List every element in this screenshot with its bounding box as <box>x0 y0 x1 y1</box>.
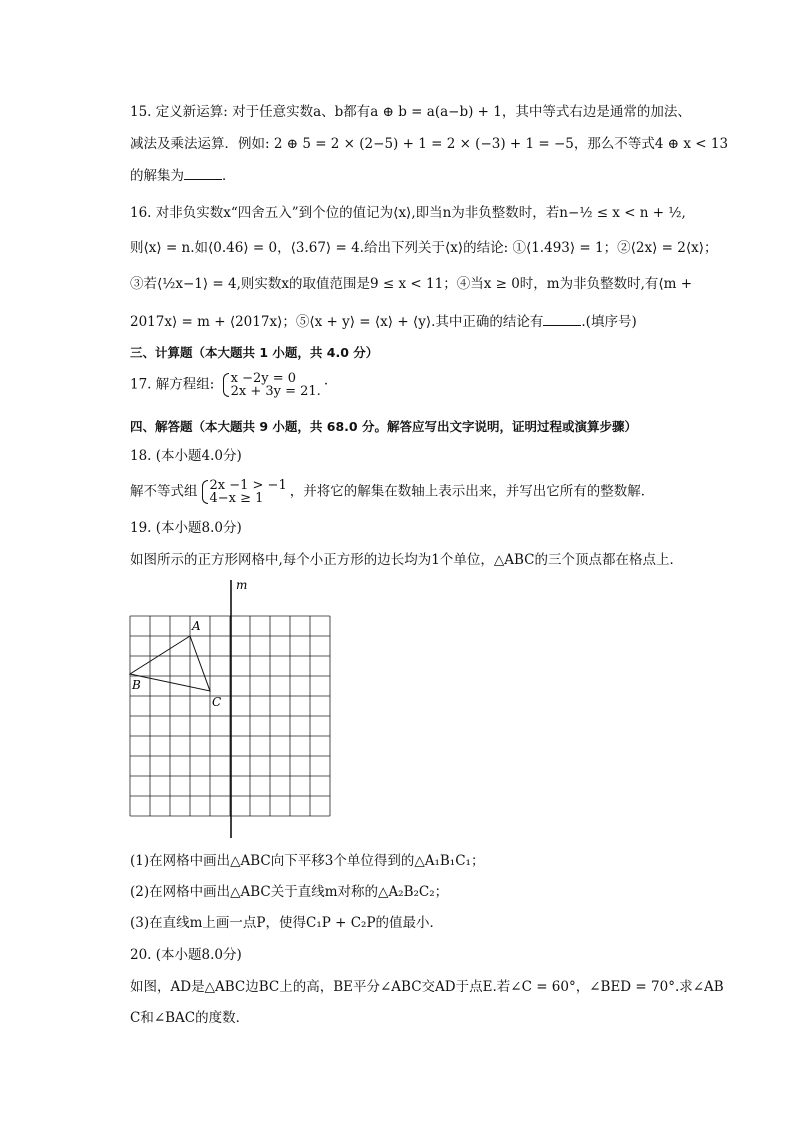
q16-line-2: 则⟨x⟩ = n.如⟨0.46⟩ = 0，⟨3.67⟩ = 4.给出下列关于⟨x⟩的结论: ①⟨1.493⟩ = 1；②⟨2x⟩ = 2⟨x⟩； <box>130 240 718 256</box>
q18-head: 18. (本小题4.0分) <box>130 448 242 464</box>
q17-suffix: · <box>323 376 329 393</box>
grid-figure <box>125 578 340 840</box>
q19-part-1: (1)在网格中画出△ABC向下平移3个单位得到的△A₁B₁C₁； <box>130 853 485 869</box>
q15-text: 的解集为 <box>130 168 184 184</box>
q20-line-1: 如图，AD是△ABC边BC上的高，BE平分∠ABC交AD于点E.若∠C = 60°，∠BED = 70°.求∠AB <box>130 979 724 995</box>
q15-line-3 <box>130 165 236 186</box>
vertex-b-label: B <box>132 678 141 692</box>
section-heading: 三、计算题（本大题共 1 小题，共 4.0 分） <box>130 345 379 360</box>
inequality-1: 2x −1 > −1 <box>209 478 287 493</box>
q15-line-1: 15. 定义新运算: 对于任意实数a、b都有a ⊕ b = a(a−b) + 1，其中等式右边是通常的加法、 <box>130 104 691 120</box>
square-grid <box>130 616 330 816</box>
section-heading: 四、解答题（本大题共 9 小题，共 68.0 分。解答应写出文字说明，证明过程或演算步骤） <box>130 419 637 434</box>
q16-line-1: 16. 对非负实数x“四舍五入”到个位的值记为⟨x⟩,即当n为非负整数时，若n−½ ≤ x < n + ½, <box>130 205 686 221</box>
q18-prefix: 解不等式组 <box>130 483 198 500</box>
vertex-c-label: C <box>212 695 222 709</box>
answer-blank <box>543 311 581 326</box>
equation-2: 2x + 3y = 21. <box>230 384 321 399</box>
q15-end: ． <box>222 168 236 184</box>
q17-prefix: 17. 解方程组: <box>130 376 215 393</box>
q19-part-3: (3)在直线m上画一点P，使得C₁P + C₂P的值最小． <box>130 915 444 931</box>
q19-head: 19. (本小题8.0分) <box>130 520 242 536</box>
vertex-a-label: A <box>192 619 201 633</box>
equation-1: x −2y = 0 <box>230 371 297 386</box>
q16-end: .(填序号) <box>581 314 637 330</box>
q16-text: 2017x⟩ = m + ⟨2017x⟩；⑤⟨x + y⟩ = ⟨x⟩ + ⟨y⟩.其中正确的结论有 <box>130 314 544 330</box>
q19-text: 如图所示的正方形网格中,每个小正方形的边长均为1个单位，△ABC的三个顶点都在格点上． <box>130 552 684 568</box>
q19-part-2: (2)在网格中画出△ABC关于直线m对称的△A₂B₂C₂； <box>130 884 449 900</box>
q18-suffix: ，并将它的解集在数轴上表示出来，并写出它所有的整数解． <box>289 483 655 500</box>
q18-line <box>130 479 654 505</box>
q16-line-3: ③若⟨½x−1⟩ = 4,则实数x的取值范围是9 ≤ x < 11；④当x ≥ 0时，m为非负整数时,有⟨m + <box>130 276 693 292</box>
answer-blank <box>184 165 222 180</box>
inequality-system <box>201 479 287 505</box>
line-m-label: m <box>236 578 248 592</box>
q17-line <box>130 372 328 398</box>
q15-line-2: 减法及乘法运算．例如: 2 ⊕ 5 = 2 × (2−5) + 1 = 2 × (−3) + 1 = −5，那么不等式4 ⊕ x < 13 <box>130 136 729 152</box>
q20-line-2: C和∠BAC的度数． <box>130 1010 250 1026</box>
q20-head: 20. (本小题8.0分) <box>130 947 242 963</box>
q16-line-4 <box>130 311 637 332</box>
equation-system <box>222 372 321 398</box>
inequality-2: 4−x ≥ 1 <box>209 491 264 506</box>
